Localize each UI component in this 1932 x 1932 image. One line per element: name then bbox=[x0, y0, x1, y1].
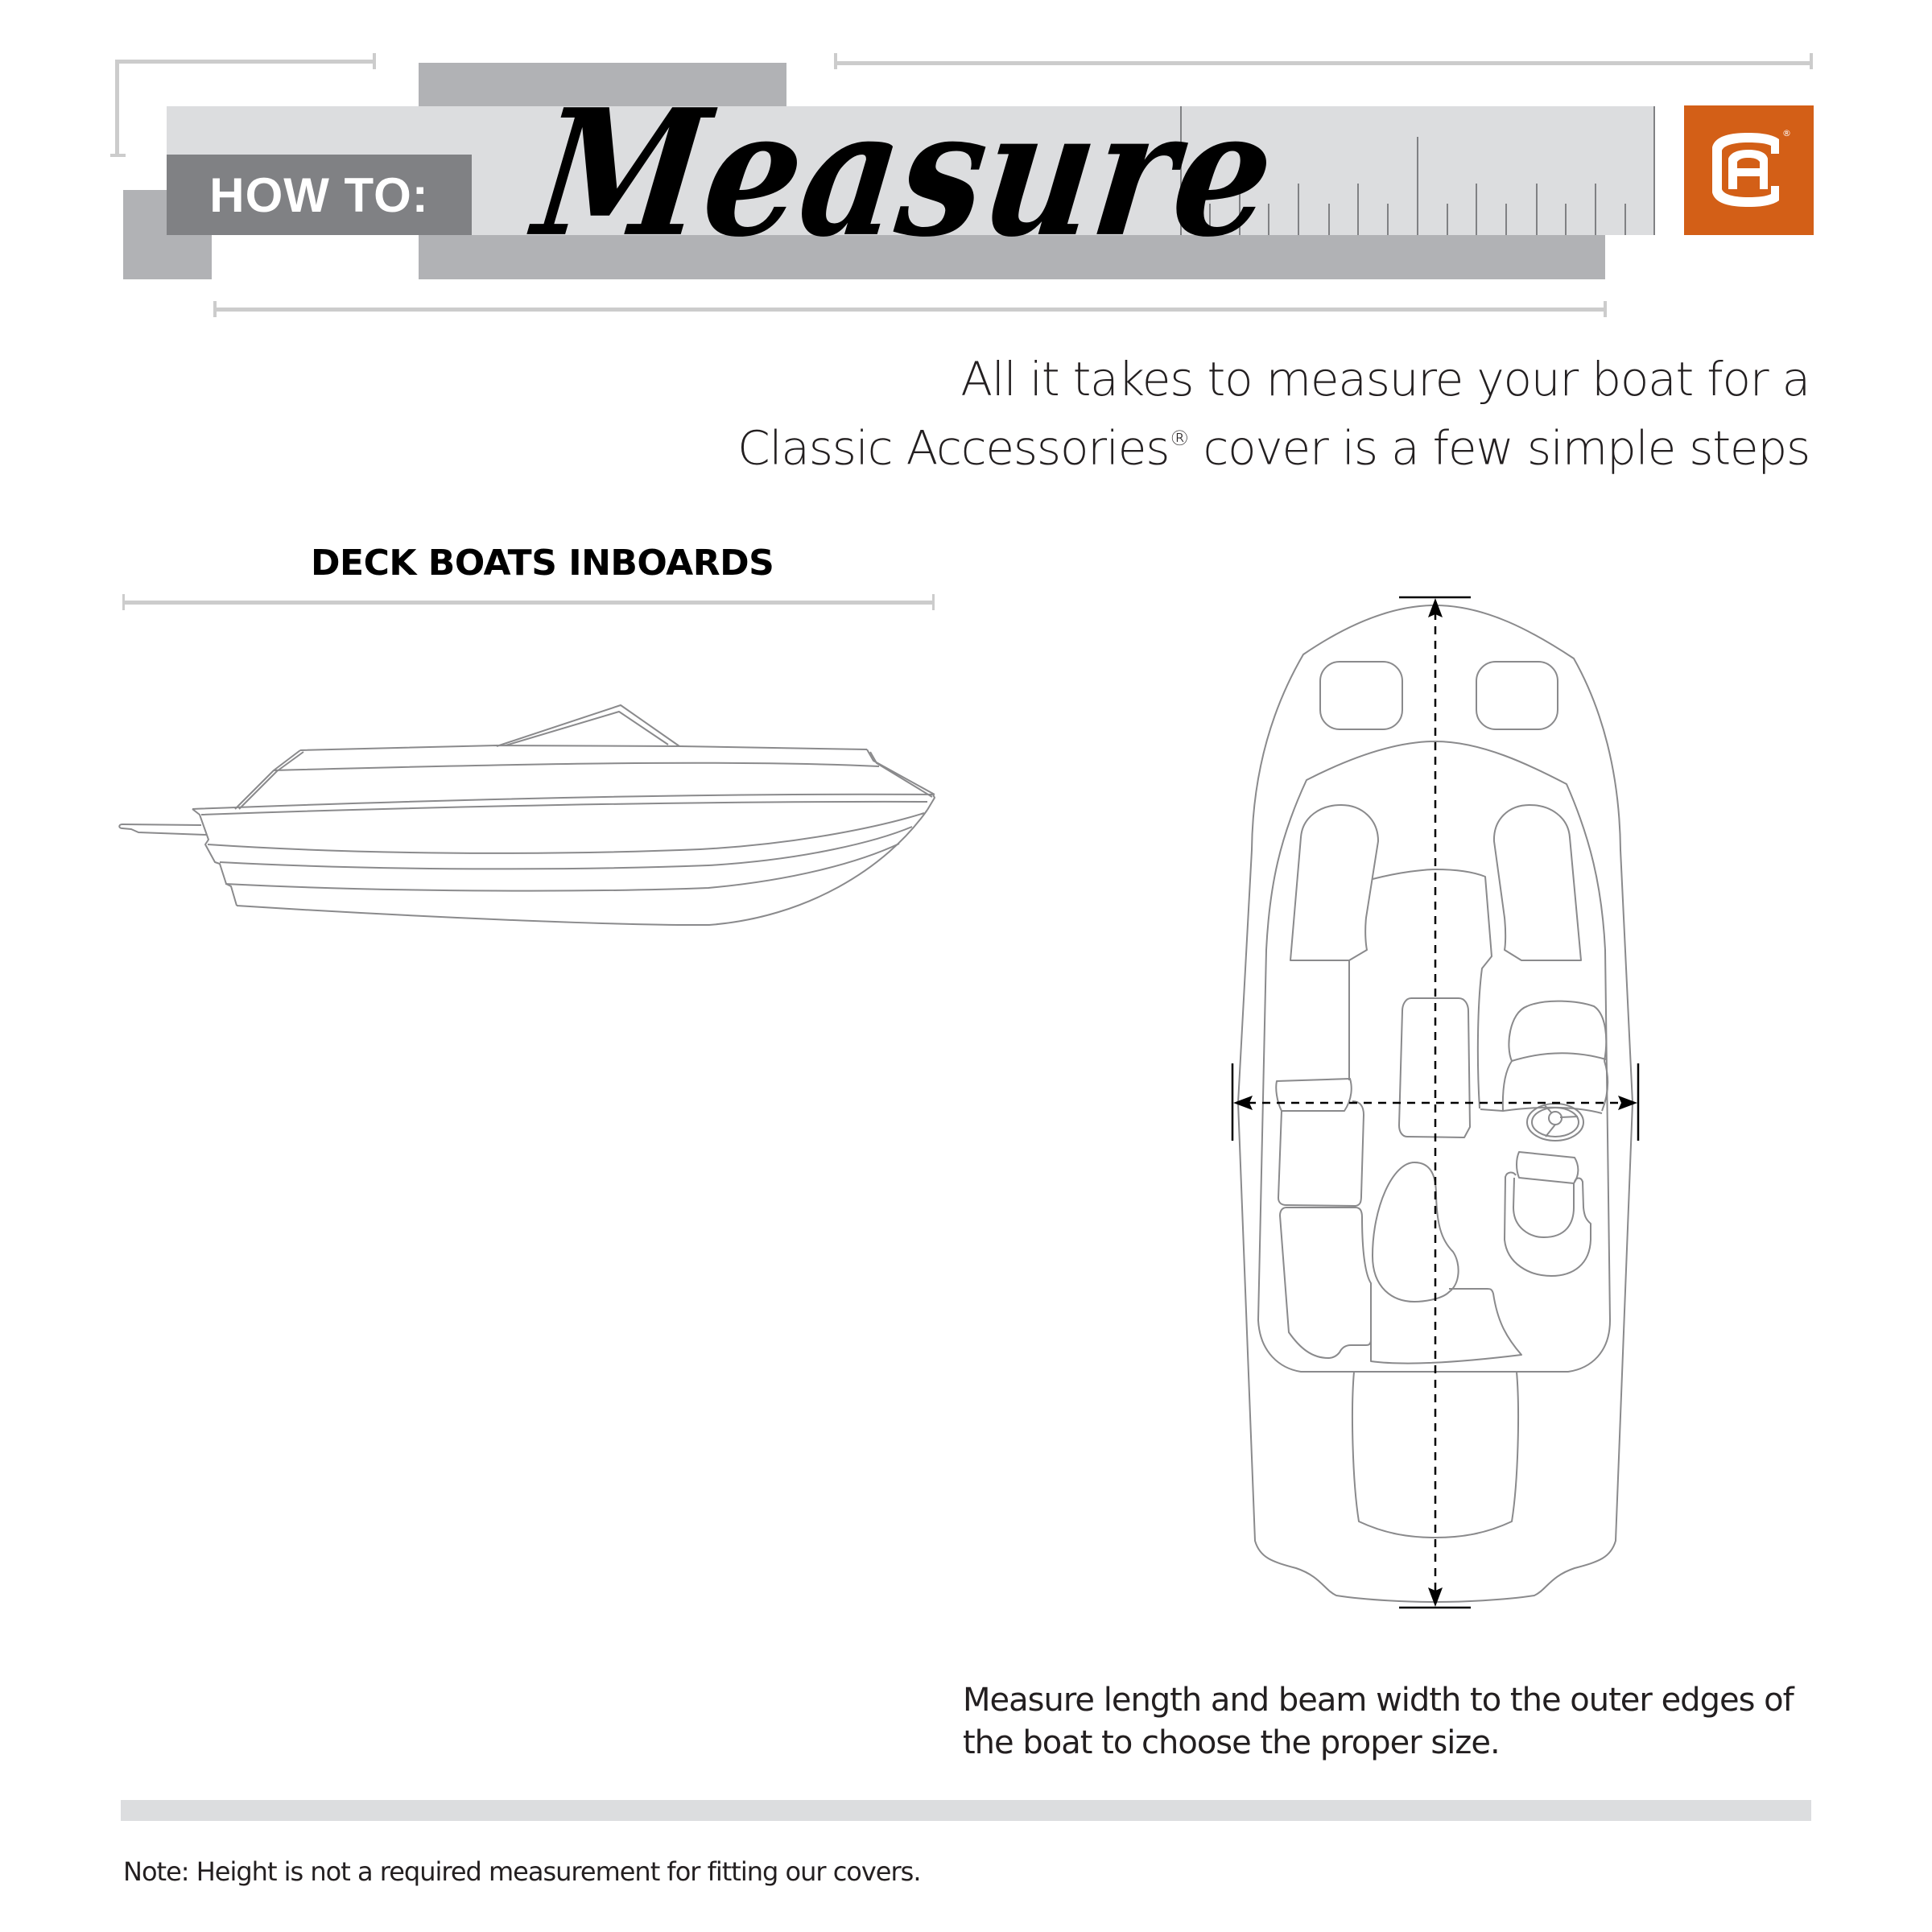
bracket-bottom-tick-right bbox=[1604, 301, 1607, 317]
bracket-top-right-horizontal bbox=[836, 61, 1813, 65]
bracket-top-left-foot bbox=[110, 154, 126, 157]
bracket-top-left-horizontal bbox=[117, 60, 376, 64]
footer-divider bbox=[121, 1800, 1811, 1821]
footer-note: Note: Height is not a required measurement for fitting our covers. bbox=[123, 1856, 921, 1887]
intro-line-2-rest: cover is a few simple steps bbox=[1189, 420, 1810, 476]
section-rule-tick-right bbox=[932, 594, 935, 610]
intro-line-1: All it takes to measure your boat for a bbox=[960, 352, 1810, 407]
howto-label bbox=[167, 155, 472, 235]
intro-registered-mark: ® bbox=[1169, 427, 1190, 451]
section-rule-tick-left bbox=[122, 594, 125, 610]
bracket-top-right-tick-left bbox=[834, 53, 837, 69]
bracket-bottom-tick-left bbox=[213, 301, 217, 317]
classic-accessories-ca-logo-icon bbox=[1684, 105, 1814, 235]
bracket-top-right-tick-right bbox=[1810, 53, 1813, 69]
brand-logo bbox=[1684, 105, 1814, 235]
intro-line-2 bbox=[737, 411, 1810, 476]
intro-line-2-brand: Classic Accessories bbox=[737, 420, 1170, 476]
instructions-line-2: the boat to choose the proper size. bbox=[963, 1724, 1500, 1761]
length-dimension-arrow-icon bbox=[1428, 598, 1443, 1607]
bracket-top-left-vertical bbox=[115, 60, 119, 156]
page-title: Measure bbox=[526, 71, 1285, 276]
bracket-bottom-horizontal bbox=[215, 308, 1606, 312]
section-rule bbox=[123, 601, 935, 605]
instructions-line-1: Measure length and beam width to the outer edges of bbox=[963, 1682, 1794, 1719]
bracket-top-left-tick bbox=[373, 53, 376, 69]
beam-width-dimension-arrow-icon bbox=[1233, 1096, 1637, 1110]
registered-mark: ® bbox=[1782, 128, 1791, 138]
howto-text: HOW TO: bbox=[209, 167, 429, 222]
section-title: DECK BOATS INBOARDS bbox=[311, 543, 774, 584]
